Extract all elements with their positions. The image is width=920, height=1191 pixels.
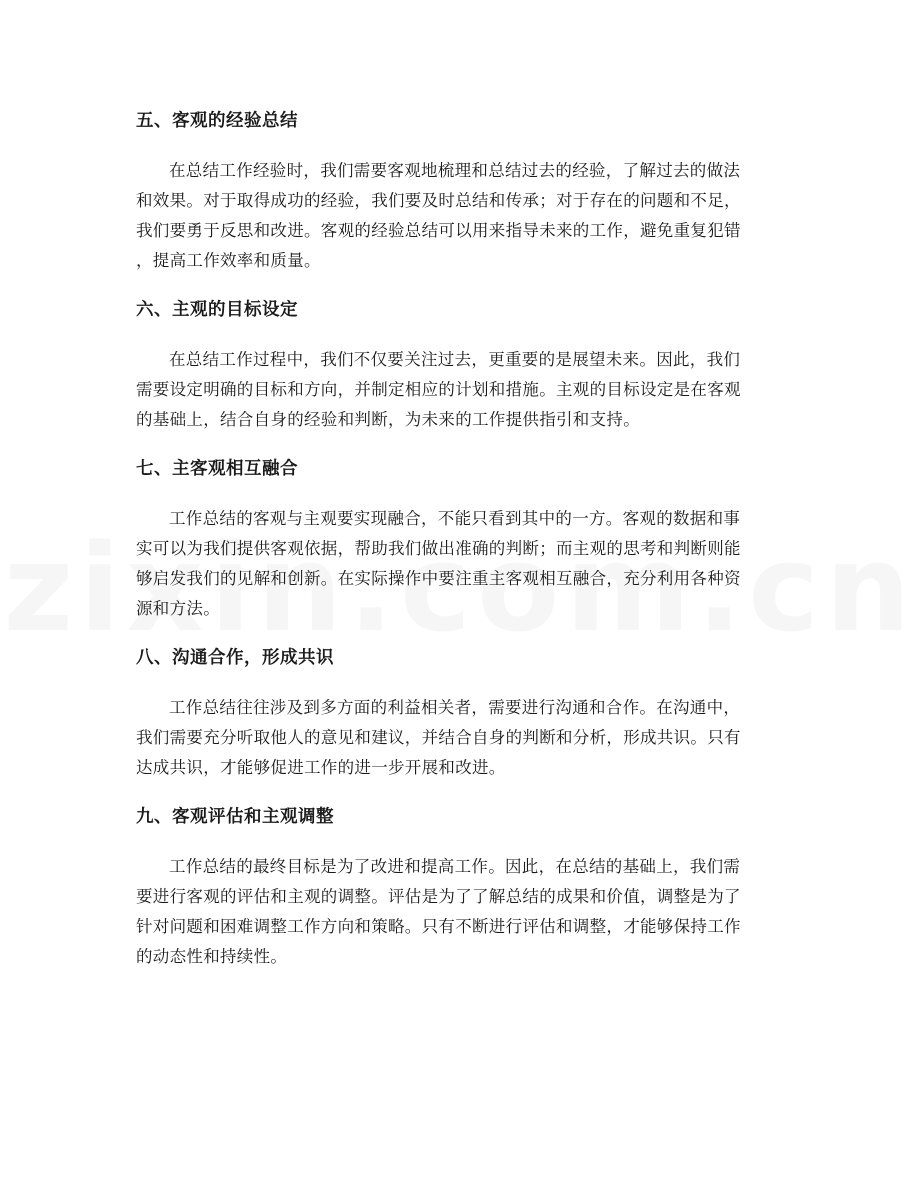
section-6 <box>136 297 786 435</box>
paragraph-line: 的基础上，结合自身的经验和判断，为未来的工作提供指引和支持。 <box>136 410 640 429</box>
paragraph-line: 我们需要充分听取他人的意见和建议，并结合自身的判断和分析，形成共识。只有 <box>136 728 741 747</box>
section-heading: 五、客观的经验总结 <box>136 111 298 131</box>
paragraph-line: 需要设定明确的目标和方向，并制定相应的计划和措施。主观的目标设定是在客观 <box>136 380 741 399</box>
paragraph-line: 工作总结的最终目标是为了改进和提高工作。因此，在总结的基础上，我们需 <box>169 857 741 876</box>
section-5 <box>136 108 786 276</box>
section-paragraph <box>136 852 786 972</box>
section-heading: 九、客观评估和主观调整 <box>136 807 334 827</box>
section-8 <box>136 645 786 783</box>
paragraph-line: 要进行客观的评估和主观的调整。评估是为了了解总结的成果和价值，调整是为了 <box>136 887 741 906</box>
section-heading: 六、主观的目标设定 <box>136 300 298 320</box>
paragraph-line: 在总结工作经验时，我们需要客观地梳理和总结过去的经验，了解过去的做法 <box>169 161 741 180</box>
section-paragraph <box>136 345 786 435</box>
section-heading: 七、主客观相互融合 <box>136 459 298 479</box>
paragraph-line: 的动态性和持续性。 <box>136 947 288 966</box>
section-9 <box>136 804 786 972</box>
section-paragraph <box>136 693 786 783</box>
paragraph-line: 达成共识，才能够促进工作的进一步开展和改进。 <box>136 758 506 777</box>
paragraph-line: 和效果。对于取得成功的经验，我们要及时总结和传承；对于存在的问题和不足， <box>136 191 741 210</box>
paragraph-line: 源和方法。 <box>136 599 220 618</box>
section-paragraph <box>136 504 786 624</box>
paragraph-line: 够启发我们的见解和创新。在实际操作中要注重主客观相互融合，充分利用各种资 <box>136 569 741 588</box>
paragraph-line: 在总结工作过程中，我们不仅要关注过去，更重要的是展望未来。因此，我们 <box>169 350 741 369</box>
paragraph-line: 我们要勇于反思和改进。客观的经验总结可以用来指导未来的工作，避免重复犯错 <box>136 221 741 240</box>
section-7 <box>136 456 786 624</box>
document-body <box>136 108 786 993</box>
paragraph-line: ，提高工作效率和质量。 <box>136 251 321 270</box>
paragraph-line: 工作总结往往涉及到多方面的利益相关者，需要进行沟通和合作。在沟通中， <box>169 698 741 717</box>
section-paragraph <box>136 156 786 276</box>
paragraph-line: 工作总结的客观与主观要实现融合，不能只看到其中的一方。客观的数据和事 <box>169 509 741 528</box>
paragraph-line: 针对问题和困难调整工作方向和策略。只有不断进行评估和调整，才能够保持工作 <box>136 917 741 936</box>
paragraph-line: 实可以为我们提供客观依据，帮助我们做出准确的判断；而主观的思考和判断则能 <box>136 539 741 558</box>
section-heading: 八、沟通合作，形成共识 <box>136 648 334 668</box>
